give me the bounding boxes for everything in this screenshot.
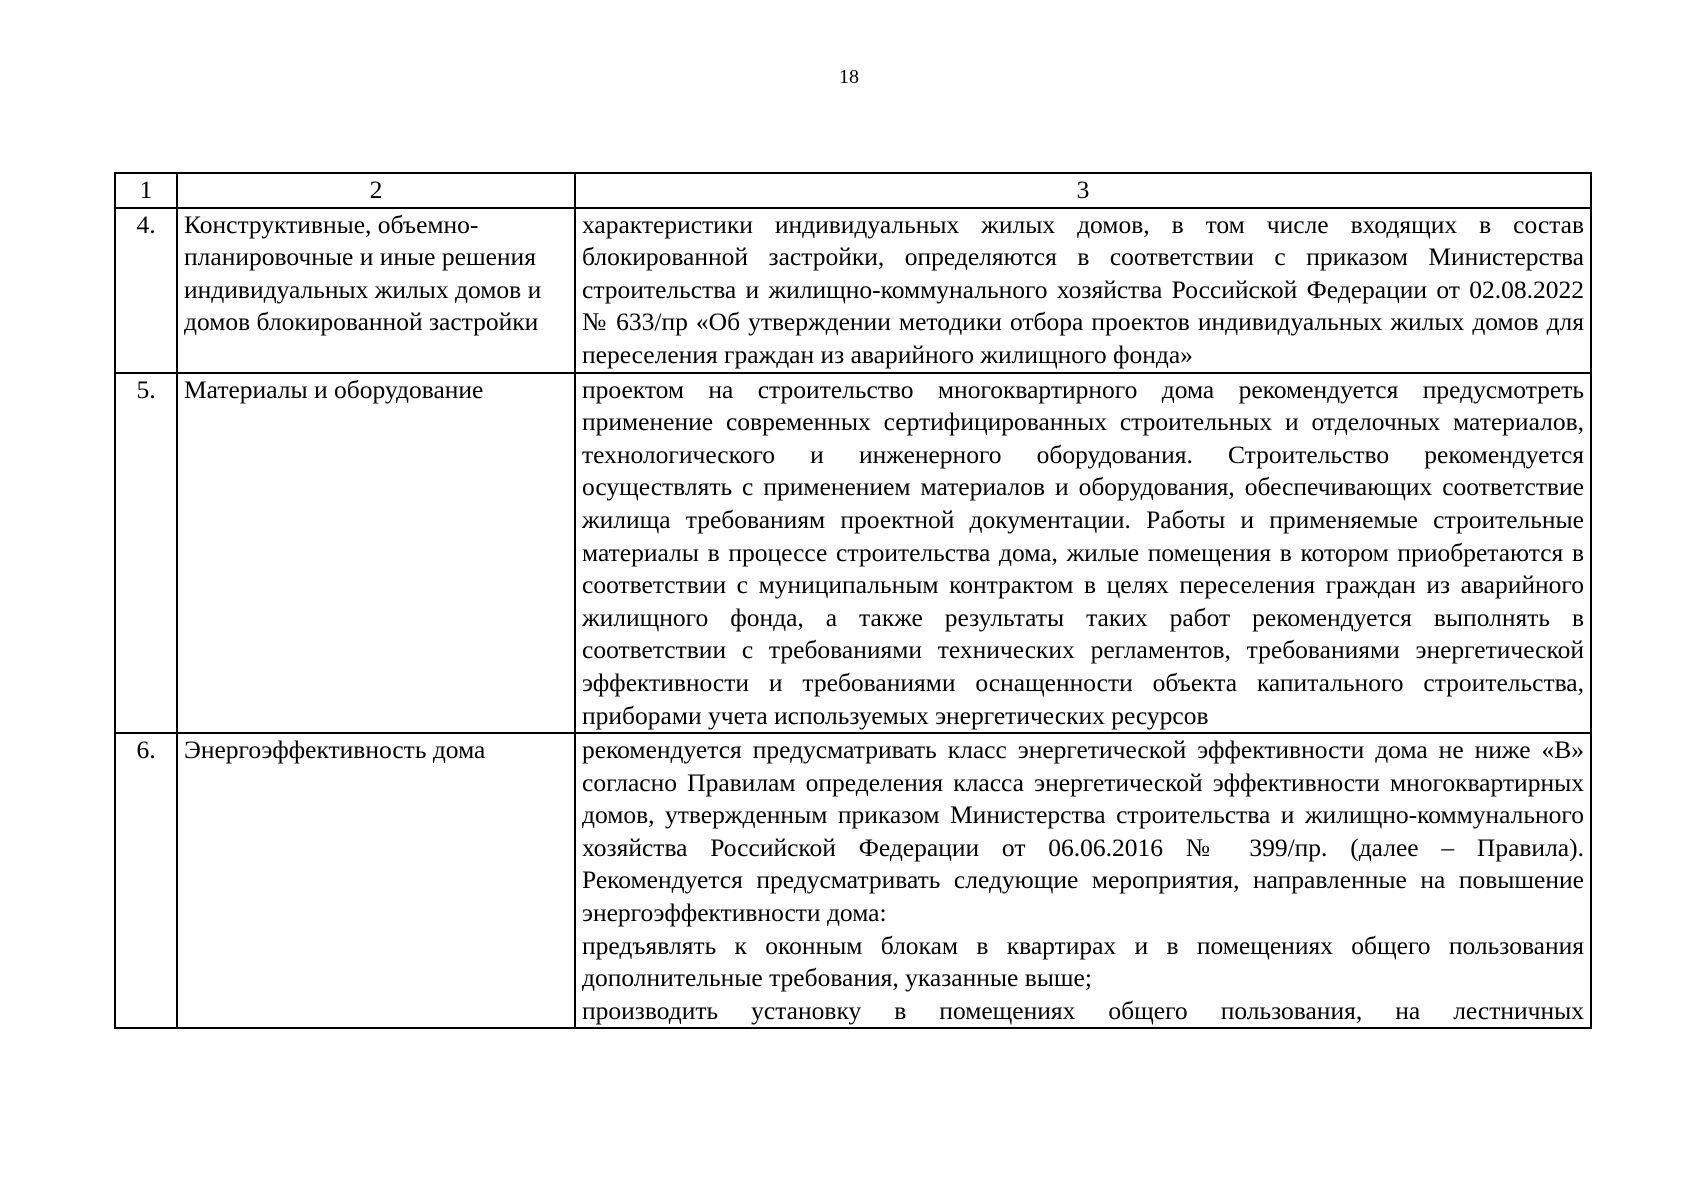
row-number: 5. [115, 373, 177, 734]
requirements-table [114, 172, 1592, 1029]
description-paragraph: рекомендуется предусматривать класс энергетической эффективности дома не ниже «В» согласно Правилам определения класса энергетической эффективности многоквартирных домов, утвержденным приказом Министерства строительства и жилищно-коммунального хозяйства Российской Федерации от 06.06.2016 № 399/пр. (далее – Правила). Рекомендуется предусматривать следующие мероприятия, направленные на повышение энергоэффективности дома: [582, 735, 1584, 928]
header-col-2: 2 [177, 173, 575, 208]
row-title: Конструктивные, объемно-планировочные и иные решения индивидуальных жилых домов и домов блокированной застройки [177, 208, 575, 373]
row-number: 4. [115, 208, 177, 373]
row-description [575, 208, 1591, 373]
page-number: 18 [839, 66, 859, 88]
table-header-row [115, 173, 1591, 208]
header-col-3: 3 [575, 173, 1591, 208]
table-row [115, 373, 1591, 734]
row-description [575, 733, 1591, 1028]
header-col-1: 1 [115, 173, 177, 208]
row-title: Энергоэффективность дома [177, 733, 575, 1028]
description-paragraph: проектом на строительство многоквартирного дома рекомендуется предусмотреть применение современных сертифицированных строительных и отделочных материалов, технологического и инженерного оборудования. Строительство рекомендуется осуществлять с применением материалов и оборудования, обеспечивающих соответствие жилища требованиям проектной документации. Работы и применяемые строительные материалы в процессе строительства дома, жилые помещения в котором приобретаются в соответствии с муниципальным контрактом в целях переселения граждан из аварийного жилищного фонда, а также результаты таких работ рекомендуется выполнять в соответствии с требованиями технических регламентов, требованиями энергетической эффективности и требованиями оснащенности объекта капитального строительства, приборами учета используемых энергетических ресурсов [582, 374, 1584, 730]
row-description [575, 373, 1591, 734]
table-row [115, 733, 1591, 1028]
description-paragraph: предъявлять к оконным блокам в квартирах и в помещениях общего пользования дополнительные требования, указанные выше; [582, 930, 1584, 993]
row-title: Материалы и оборудование [177, 373, 575, 734]
description-paragraph: характеристики индивидуальных жилых домов, в том числе входящих в состав блокированной застройки, определяются в соответствии с приказом Министерства строительства и жилищно-коммунального хозяйства Российской Федерации от 02.08.2022 № 633/пр «Об утверждении методики отбора проектов индивидуальных жилых домов для переселения граждан из аварийного жилищного фонда» [582, 209, 1584, 369]
row-number: 6. [115, 733, 177, 1028]
table-row [115, 208, 1591, 373]
description-paragraph: производить установку в помещениях общего пользования, на лестничных [582, 995, 1584, 1025]
